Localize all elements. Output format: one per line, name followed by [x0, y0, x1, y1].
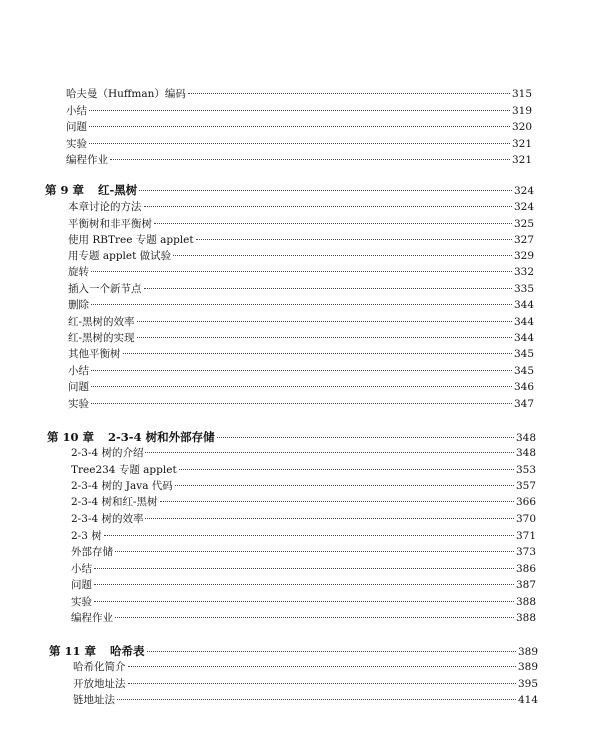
entry-title: 红-黑树的实现	[68, 332, 135, 344]
toc-entry[interactable]	[68, 248, 534, 264]
entry-title: 插入一个新节点	[68, 283, 142, 295]
toc-entry[interactable]	[68, 346, 534, 362]
toc-entry[interactable]	[66, 136, 532, 152]
dot-leader	[94, 601, 514, 602]
dot-leader	[173, 255, 512, 256]
dot-leader	[94, 568, 514, 569]
page-number: 387	[515, 579, 536, 591]
page-number: 373	[515, 546, 536, 558]
entry-title: 2-3-4 树的 Java 代码	[71, 480, 173, 492]
page-number: 389	[517, 661, 538, 673]
toc-entry[interactable]	[66, 103, 532, 119]
toc-entry[interactable]	[73, 692, 538, 708]
dot-leader	[128, 666, 516, 667]
dot-leader	[179, 469, 514, 470]
dot-leader	[139, 190, 512, 191]
toc-entry[interactable]	[71, 462, 536, 478]
entry-title: 开放地址法	[73, 678, 126, 690]
toc-entry[interactable]	[68, 363, 534, 379]
chapter-heading[interactable]	[49, 643, 538, 659]
entry-title: 小结	[68, 365, 89, 377]
page-number: 347	[513, 398, 534, 410]
entry-title: 旋转	[68, 266, 89, 278]
dot-leader	[94, 584, 514, 585]
page-number: 325	[513, 218, 534, 230]
page-number: 335	[513, 283, 534, 295]
dot-leader	[115, 617, 514, 618]
page-number: 345	[513, 348, 534, 360]
toc-entry[interactable]	[68, 216, 534, 232]
page-number: 389	[517, 646, 538, 658]
entry-title: 删除	[68, 299, 89, 311]
page-number: 344	[513, 299, 534, 311]
toc-entry[interactable]	[71, 610, 536, 626]
dot-leader	[89, 110, 510, 111]
entry-title: 2-3-4 树的效率	[71, 513, 144, 525]
page-number: 315	[511, 88, 532, 100]
page-number: 345	[513, 365, 534, 377]
dot-leader	[115, 551, 514, 552]
dot-leader	[91, 386, 512, 387]
toc-entry[interactable]	[68, 232, 534, 248]
page-number: 414	[517, 694, 538, 706]
chapter-heading[interactable]	[45, 182, 534, 198]
toc-entry[interactable]	[71, 561, 536, 577]
entry-title: 哈夫曼（Huffman）编码	[66, 88, 186, 100]
page-number: 344	[513, 316, 534, 328]
dot-leader	[89, 126, 510, 127]
page-number: 324	[513, 185, 534, 197]
page-number: 320	[511, 121, 532, 133]
page-number: 371	[515, 530, 536, 542]
chapter-number: 第 11 章	[49, 644, 97, 658]
toc-entry[interactable]	[71, 594, 536, 610]
page-number: 353	[515, 464, 536, 476]
page-number: 388	[515, 612, 536, 624]
toc-entry[interactable]	[71, 528, 536, 544]
entry-title: 外部存储	[71, 546, 113, 558]
entry-title: Tree234 专题 applet	[71, 464, 177, 476]
entry-title: 问题	[71, 579, 92, 591]
toc-entry[interactable]	[68, 297, 534, 313]
dot-leader	[160, 501, 514, 502]
entry-title: 链地址法	[73, 694, 115, 706]
toc-entry[interactable]	[68, 379, 534, 395]
page-number: 370	[515, 513, 536, 525]
dot-leader	[144, 288, 512, 289]
dot-leader	[91, 370, 512, 371]
toc-entry[interactable]	[73, 659, 538, 675]
entry-title: 本章讨论的方法	[68, 201, 142, 213]
dot-leader	[217, 437, 514, 438]
page-number: 324	[513, 201, 534, 213]
chapter-number: 第 9 章	[45, 183, 85, 197]
page-number: 329	[513, 250, 534, 262]
toc-entry[interactable]	[71, 577, 536, 593]
page-number: 388	[515, 596, 536, 608]
dot-leader	[123, 353, 512, 354]
dot-leader	[117, 699, 516, 700]
entry-title: 用专题 applet 做试验	[68, 250, 172, 262]
toc-entry[interactable]	[68, 264, 534, 280]
entry-title: 实验	[68, 398, 89, 410]
toc-entry[interactable]	[68, 281, 534, 297]
dot-leader	[188, 93, 510, 94]
dot-leader	[91, 271, 512, 272]
page-number: 321	[511, 138, 532, 150]
entry-title: 2-3-4 树和红-黑树	[71, 496, 158, 508]
toc-entry[interactable]	[68, 314, 534, 330]
dot-leader	[145, 452, 513, 453]
toc-entry[interactable]	[73, 676, 538, 692]
entry-title: 平衡树和非平衡树	[68, 218, 152, 230]
page-number: 327	[513, 234, 534, 246]
dot-leader	[91, 304, 512, 305]
entry-title: 哈希化简介	[73, 661, 126, 673]
dot-leader	[145, 518, 513, 519]
chapter-title	[45, 182, 137, 198]
page-number: 366	[515, 496, 536, 508]
chapter-heading[interactable]	[47, 429, 536, 445]
dot-leader	[137, 321, 512, 322]
toc-entry[interactable]	[68, 330, 534, 346]
dot-leader	[91, 403, 512, 404]
toc-entry[interactable]	[71, 478, 536, 494]
entry-title: 问题	[66, 121, 87, 133]
page-number: 332	[513, 266, 534, 278]
toc-entry[interactable]	[71, 544, 536, 560]
entry-title: 红-黑树的效率	[68, 316, 135, 328]
toc-entry[interactable]	[68, 199, 534, 215]
page-number: 346	[513, 381, 534, 393]
dot-leader	[147, 651, 516, 652]
chapter-name: 2-3-4 树和外部存储	[108, 430, 215, 444]
dot-leader	[104, 535, 514, 536]
page-number: 344	[513, 332, 534, 344]
toc-entry[interactable]	[66, 119, 532, 135]
toc-entry[interactable]	[71, 494, 536, 510]
toc-entry[interactable]	[68, 396, 534, 412]
chapter-title	[47, 429, 215, 445]
page-number: 348	[515, 432, 536, 444]
toc-entry[interactable]	[66, 152, 532, 168]
dot-leader	[196, 239, 512, 240]
entry-title: 使用 RBTree 专题 applet	[68, 234, 194, 246]
page-number: 348	[515, 447, 536, 459]
entry-title: 2-3 树	[71, 530, 102, 542]
entry-title: 编程作业	[71, 612, 113, 624]
page-number: 321	[511, 154, 532, 166]
dot-leader	[110, 159, 510, 160]
dot-leader	[89, 143, 510, 144]
page-number: 386	[515, 563, 536, 575]
dot-leader	[128, 683, 516, 684]
chapter-name: 红-黑树	[98, 183, 138, 197]
chapter-title	[49, 643, 145, 659]
dot-leader	[154, 223, 512, 224]
toc-entry[interactable]	[71, 445, 536, 461]
dot-leader	[175, 485, 514, 486]
chapter-name: 哈希表	[110, 644, 145, 658]
dot-leader	[144, 206, 512, 207]
toc-entry[interactable]	[66, 86, 532, 102]
entry-title: 小结	[71, 563, 92, 575]
page-number: 395	[517, 678, 538, 690]
entry-title: 其他平衡树	[68, 348, 121, 360]
entry-title: 小结	[66, 105, 87, 117]
entry-title: 问题	[68, 381, 89, 393]
dot-leader	[137, 337, 512, 338]
toc-entry[interactable]	[71, 511, 536, 527]
entry-title: 2-3-4 树的介绍	[71, 447, 144, 459]
entry-title: 编程作业	[66, 154, 108, 166]
page-number: 319	[511, 105, 532, 117]
entry-title: 实验	[66, 138, 87, 150]
page-number: 357	[515, 480, 536, 492]
chapter-number: 第 10 章	[47, 430, 95, 444]
entry-title: 实验	[71, 596, 92, 608]
